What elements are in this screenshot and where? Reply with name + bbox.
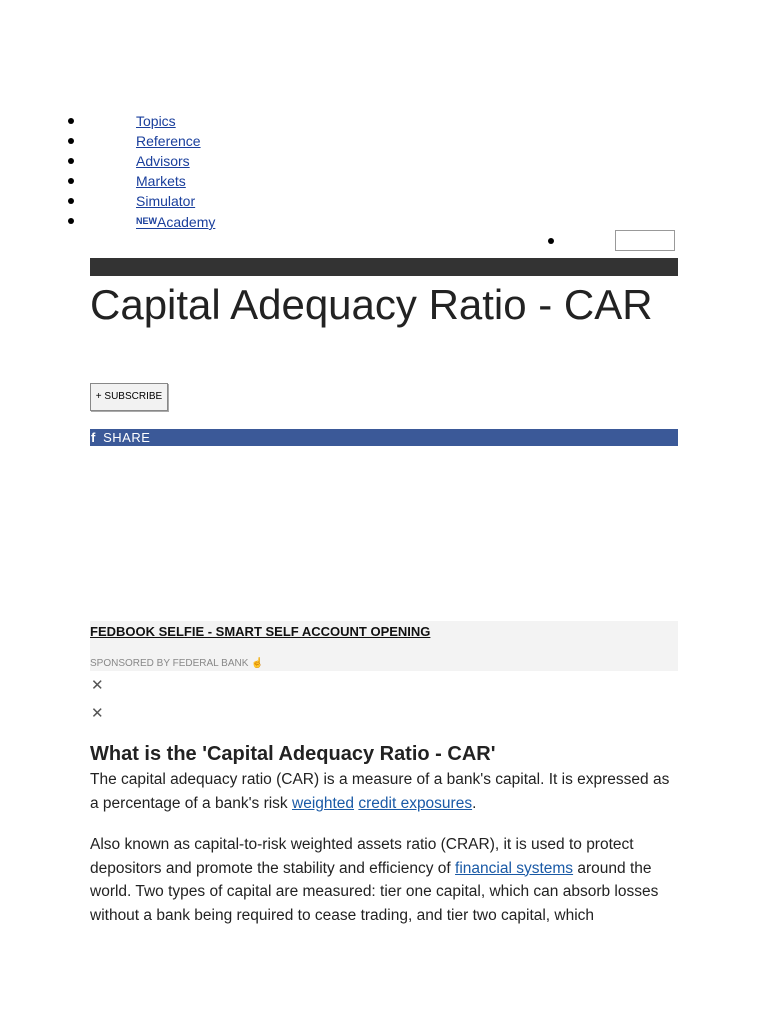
nav-item-academy (0, 211, 768, 231)
section-heading: What is the 'Capital Adequacy Ratio - CAR' (90, 743, 496, 765)
link-credit-exposures[interactable]: credit exposures (358, 794, 473, 812)
sponsored-block (90, 621, 678, 671)
share-label: SHARE (103, 430, 151, 445)
sponsored-headline-link[interactable]: FEDBOOK SELFIE - SMART SELF ACCOUNT OPENING (90, 624, 431, 639)
sponsored-byline-text: SPONSORED BY FEDERAL BANK (90, 658, 249, 669)
paragraph-text: Also known as capital-to-risk weighted assets ratio (CRAR), it is used to protect depositors and promote the stability and efficiency of (90, 836, 634, 877)
header-bar (90, 258, 678, 276)
nav-link-reference[interactable]: Reference (136, 133, 201, 149)
paragraph-text: around the world. Two types of capital are measured: tier one capital, which can absorb losses without a bank being required to cease trading, and tier two capital, which (90, 859, 659, 924)
bullet-icon (68, 118, 74, 124)
nav-item-markets (0, 171, 768, 191)
new-badge: NEW (136, 216, 157, 226)
paragraph (90, 833, 678, 927)
top-nav (0, 111, 768, 231)
nav-link-simulator[interactable]: Simulator (136, 193, 196, 209)
paragraph (90, 768, 678, 815)
nav-item-topics (0, 111, 768, 131)
nav-link-academy-label: Academy (157, 214, 216, 230)
bullet-icon (548, 238, 554, 244)
link-weighted[interactable]: weighted (292, 794, 355, 812)
nav-item-simulator (0, 191, 768, 211)
nav-link-academy[interactable] (136, 213, 215, 230)
paragraph-text: . (472, 794, 477, 812)
paragraph-text: The capital adequacy ratio (CAR) is a measure of a bank's capital. It is expressed as a percentage of a bank's risk (90, 771, 670, 812)
nav-link-markets[interactable]: Markets (136, 173, 186, 189)
nav-item-advisors (0, 151, 768, 171)
bullet-icon (68, 158, 74, 164)
subscribe-button[interactable]: + SUBSCRIBE (90, 383, 168, 411)
link-financial-systems[interactable]: financial systems (455, 859, 574, 877)
pointing-hand-icon: ☝ (251, 658, 264, 669)
nav-item-reference (0, 131, 768, 151)
search-input[interactable] (615, 230, 675, 251)
close-icon[interactable]: ✕ (91, 677, 104, 694)
bullet-icon (68, 138, 74, 144)
bullet-icon (68, 178, 74, 184)
nav-link-advisors[interactable]: Advisors (136, 153, 190, 169)
bullet-icon (68, 218, 74, 224)
nav-link-topics[interactable]: Topics (136, 113, 176, 129)
facebook-icon: f (91, 430, 96, 445)
page-title: Capital Adequacy Ratio - CAR (90, 281, 653, 328)
bullet-icon (68, 198, 74, 204)
facebook-share-button[interactable] (90, 429, 678, 446)
close-icon[interactable]: ✕ (91, 705, 104, 722)
sponsored-byline (90, 658, 264, 669)
